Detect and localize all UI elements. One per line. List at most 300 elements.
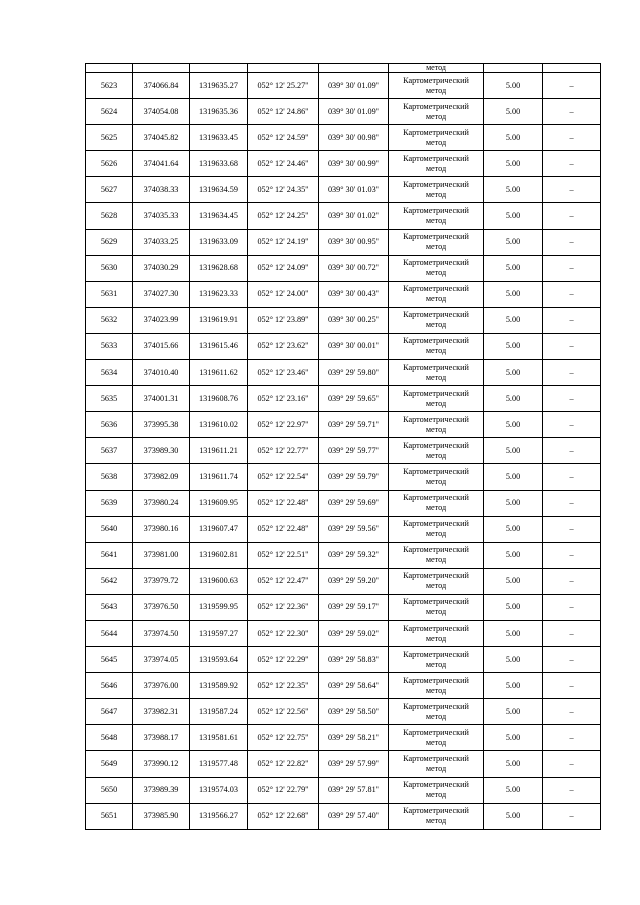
longitude-cell: 039° 30' 00.95" <box>319 229 389 255</box>
longitude-cell: 039° 29' 58.64" <box>319 673 389 699</box>
method-cell <box>389 438 484 464</box>
method-cell <box>389 803 484 829</box>
method-cell <box>389 647 484 673</box>
method-cell <box>389 73 484 99</box>
y-coordinate-cell: 1319619.91 <box>190 307 248 333</box>
latitude-cell: 052° 12' 24.46" <box>248 151 319 177</box>
method-line-2: метод <box>425 372 447 382</box>
x-coordinate-cell: 374015.66 <box>133 333 190 359</box>
accuracy-cell: 5.00 <box>484 620 543 646</box>
y-coordinate-cell: 1319597.27 <box>190 620 248 646</box>
method-line-2: метод <box>425 581 447 591</box>
x-coordinate-cell: 373974.50 <box>133 620 190 646</box>
method-line-1: Картометрический <box>403 440 469 450</box>
point-number-cell: 5644 <box>86 620 133 646</box>
method-cell <box>389 281 484 307</box>
method-cell <box>389 177 484 203</box>
description-cell: – <box>543 725 601 751</box>
longitude-cell: 039° 30' 00.99" <box>319 151 389 177</box>
accuracy-cell: 5.00 <box>484 281 543 307</box>
description-cell: – <box>543 281 601 307</box>
y-coordinate-cell: 1319602.81 <box>190 542 248 568</box>
method-line-1: Картометрический <box>403 493 469 503</box>
point-number-cell: 5637 <box>86 438 133 464</box>
point-number-cell: 5641 <box>86 542 133 568</box>
method-cell <box>389 751 484 777</box>
longitude-cell <box>319 64 389 73</box>
latitude-cell: 052° 12' 22.29" <box>248 647 319 673</box>
point-number-cell: 5646 <box>86 673 133 699</box>
method-cell <box>389 699 484 725</box>
accuracy-cell: 5.00 <box>484 255 543 281</box>
description-cell: – <box>543 516 601 542</box>
y-coordinate-cell: 1319633.45 <box>190 125 248 151</box>
description-cell: – <box>543 333 601 359</box>
method-line-1: Картометрический <box>403 179 469 189</box>
y-coordinate-cell: 1319628.68 <box>190 255 248 281</box>
accuracy-cell: 5.00 <box>484 412 543 438</box>
longitude-cell: 039° 29' 59.69" <box>319 490 389 516</box>
y-coordinate-cell: 1319581.61 <box>190 725 248 751</box>
method-cell <box>389 412 484 438</box>
accuracy-cell: 5.00 <box>484 516 543 542</box>
method-line-2: метод <box>425 398 447 408</box>
longitude-cell: 039° 29' 59.77" <box>319 438 389 464</box>
x-coordinate-cell: 373985.90 <box>133 803 190 829</box>
longitude-cell: 039° 29' 59.17" <box>319 594 389 620</box>
point-number-cell: 5639 <box>86 490 133 516</box>
method-line-2: метод <box>425 659 447 669</box>
longitude-cell: 039° 29' 59.80" <box>319 360 389 386</box>
method-line-2: метод <box>425 320 447 330</box>
method-line-2: метод <box>425 529 447 539</box>
x-coordinate-cell: 374033.25 <box>133 229 190 255</box>
description-cell: – <box>543 777 601 803</box>
longitude-cell: 039° 30' 00.25" <box>319 307 389 333</box>
method-line-1: Картометрический <box>403 284 469 294</box>
latitude-cell: 052° 12' 24.00" <box>248 281 319 307</box>
point-number-cell: 5626 <box>86 151 133 177</box>
longitude-cell: 039° 30' 01.09" <box>319 73 389 99</box>
table-row <box>86 412 601 438</box>
latitude-cell: 052° 12' 23.16" <box>248 386 319 412</box>
method-line-1: Картометрический <box>403 701 469 711</box>
point-number-cell: 5625 <box>86 125 133 151</box>
table-body <box>86 64 601 830</box>
table-row <box>86 307 601 333</box>
method-cell <box>389 203 484 229</box>
method-line-2: метод <box>425 685 447 695</box>
table-row <box>86 281 601 307</box>
table-row <box>86 438 601 464</box>
continuation-row <box>86 64 601 73</box>
description-cell: – <box>543 99 601 125</box>
x-coordinate-cell: 373979.72 <box>133 568 190 594</box>
method-line-1: Картометрический <box>403 206 469 216</box>
point-number-cell: 5631 <box>86 281 133 307</box>
longitude-cell: 039° 29' 57.40" <box>319 803 389 829</box>
point-number-cell: 5630 <box>86 255 133 281</box>
point-number-cell: 5623 <box>86 73 133 99</box>
accuracy-cell: 5.00 <box>484 594 543 620</box>
y-coordinate-cell: 1319611.74 <box>190 464 248 490</box>
x-coordinate-cell: 373982.31 <box>133 699 190 725</box>
method-line-1: Картометрический <box>403 153 469 163</box>
description-cell: – <box>543 490 601 516</box>
description-cell: – <box>543 803 601 829</box>
method-line-1: Картометрический <box>403 414 469 424</box>
method-line-1: Картометрический <box>403 127 469 137</box>
coordinates-table <box>85 63 601 830</box>
accuracy-cell: 5.00 <box>484 568 543 594</box>
x-coordinate-cell: 373980.16 <box>133 516 190 542</box>
x-coordinate-cell: 373974.05 <box>133 647 190 673</box>
accuracy-cell: 5.00 <box>484 360 543 386</box>
method-line-1: Картометрический <box>403 362 469 372</box>
longitude-cell: 039° 30' 01.02" <box>319 203 389 229</box>
method-line-1: Картометрический <box>403 780 469 790</box>
method-line-2: метод <box>425 476 447 486</box>
method-cell <box>389 99 484 125</box>
method-cell <box>389 490 484 516</box>
point-number-cell: 5638 <box>86 464 133 490</box>
longitude-cell: 039° 29' 58.83" <box>319 647 389 673</box>
method-cell <box>389 673 484 699</box>
longitude-cell: 039° 30' 00.43" <box>319 281 389 307</box>
method-line-1: Картометрический <box>403 232 469 242</box>
method-line-2: метод <box>425 111 447 121</box>
table-row <box>86 751 601 777</box>
x-coordinate-cell <box>133 64 190 73</box>
method-line-1: Картометрический <box>403 388 469 398</box>
latitude-cell <box>248 64 319 73</box>
x-coordinate-cell: 373995.38 <box>133 412 190 438</box>
method-cell <box>389 620 484 646</box>
latitude-cell: 052° 12' 24.09" <box>248 255 319 281</box>
accuracy-cell: 5.00 <box>484 203 543 229</box>
y-coordinate-cell: 1319634.59 <box>190 177 248 203</box>
x-coordinate-cell: 373981.00 <box>133 542 190 568</box>
accuracy-cell: 5.00 <box>484 777 543 803</box>
method-line-2: метод <box>425 816 447 826</box>
latitude-cell: 052° 12' 22.30" <box>248 620 319 646</box>
longitude-cell: 039° 29' 59.65" <box>319 386 389 412</box>
description-cell: – <box>543 647 601 673</box>
y-coordinate-cell: 1319635.36 <box>190 99 248 125</box>
accuracy-cell: 5.00 <box>484 725 543 751</box>
point-number-cell: 5640 <box>86 516 133 542</box>
latitude-cell: 052° 12' 23.62" <box>248 333 319 359</box>
description-cell: – <box>543 229 601 255</box>
point-number-cell: 5647 <box>86 699 133 725</box>
method-cell <box>389 777 484 803</box>
latitude-cell: 052° 12' 23.46" <box>248 360 319 386</box>
method-line-1: Картометрический <box>403 75 469 85</box>
longitude-cell: 039° 29' 57.81" <box>319 777 389 803</box>
point-number-cell: 5632 <box>86 307 133 333</box>
method-line-2: метод <box>425 633 447 643</box>
latitude-cell: 052° 12' 24.59" <box>248 125 319 151</box>
description-cell <box>543 64 601 73</box>
latitude-cell: 052° 12' 25.27" <box>248 73 319 99</box>
method-line-2: метод <box>425 85 447 95</box>
table-row <box>86 333 601 359</box>
x-coordinate-cell: 374045.82 <box>133 125 190 151</box>
x-coordinate-cell: 373989.39 <box>133 777 190 803</box>
description-cell: – <box>543 464 601 490</box>
method-line-1: Картометрический <box>403 258 469 268</box>
description-cell: – <box>543 125 601 151</box>
accuracy-cell: 5.00 <box>484 490 543 516</box>
table-row <box>86 255 601 281</box>
latitude-cell: 052° 12' 22.77" <box>248 438 319 464</box>
method-line-2: метод <box>425 607 447 617</box>
table-row <box>86 673 601 699</box>
method-line-1: Картометрический <box>403 649 469 659</box>
accuracy-cell <box>484 64 543 73</box>
y-coordinate-cell: 1319623.33 <box>190 281 248 307</box>
description-cell: – <box>543 699 601 725</box>
y-coordinate-cell <box>190 64 248 73</box>
longitude-cell: 039° 29' 57.99" <box>319 751 389 777</box>
x-coordinate-cell: 373976.50 <box>133 594 190 620</box>
method-line-1: Картометрический <box>403 675 469 685</box>
method-cell <box>389 125 484 151</box>
table-row <box>86 620 601 646</box>
method-line-2: метод <box>425 711 447 721</box>
accuracy-cell: 5.00 <box>484 673 543 699</box>
y-coordinate-cell: 1319635.27 <box>190 73 248 99</box>
latitude-cell: 052° 12' 24.86" <box>248 99 319 125</box>
description-cell: – <box>543 594 601 620</box>
point-number-cell: 5645 <box>86 647 133 673</box>
description-cell: – <box>543 151 601 177</box>
y-coordinate-cell: 1319589.92 <box>190 673 248 699</box>
table-row <box>86 125 601 151</box>
latitude-cell: 052° 12' 22.75" <box>248 725 319 751</box>
point-number-cell: 5634 <box>86 360 133 386</box>
x-coordinate-cell: 374035.33 <box>133 203 190 229</box>
method-line-1: Картометрический <box>403 545 469 555</box>
longitude-cell: 039° 29' 59.79" <box>319 464 389 490</box>
latitude-cell: 052° 12' 22.48" <box>248 516 319 542</box>
method-cell <box>389 151 484 177</box>
description-cell: – <box>543 386 601 412</box>
point-number-cell: 5648 <box>86 725 133 751</box>
table-row <box>86 803 601 829</box>
point-number-cell: 5624 <box>86 99 133 125</box>
table-row <box>86 725 601 751</box>
accuracy-cell: 5.00 <box>484 386 543 412</box>
accuracy-cell: 5.00 <box>484 464 543 490</box>
latitude-cell: 052° 12' 22.56" <box>248 699 319 725</box>
description-cell: – <box>543 412 601 438</box>
point-number-cell: 5629 <box>86 229 133 255</box>
y-coordinate-cell: 1319593.64 <box>190 647 248 673</box>
longitude-cell: 039° 29' 59.20" <box>319 568 389 594</box>
method-cell <box>389 307 484 333</box>
longitude-cell: 039° 29' 59.02" <box>319 620 389 646</box>
method-cell <box>389 386 484 412</box>
point-number-cell: 5636 <box>86 412 133 438</box>
accuracy-cell: 5.00 <box>484 647 543 673</box>
latitude-cell: 052° 12' 22.35" <box>248 673 319 699</box>
method-cell <box>389 516 484 542</box>
accuracy-cell: 5.00 <box>484 803 543 829</box>
method-cell <box>389 725 484 751</box>
description-cell: – <box>543 438 601 464</box>
method-line-1: Картометрический <box>403 466 469 476</box>
table-row <box>86 542 601 568</box>
method-line-2: метод <box>425 450 447 460</box>
description-cell: – <box>543 255 601 281</box>
method-cell <box>389 542 484 568</box>
accuracy-cell: 5.00 <box>484 751 543 777</box>
y-coordinate-cell: 1319587.24 <box>190 699 248 725</box>
method-line-2: метод <box>425 503 447 513</box>
method-line-2: метод <box>425 424 447 434</box>
description-cell: – <box>543 751 601 777</box>
method-line-2: метод <box>425 346 447 356</box>
longitude-cell: 039° 30' 00.98" <box>319 125 389 151</box>
accuracy-cell: 5.00 <box>484 99 543 125</box>
y-coordinate-cell: 1319600.63 <box>190 568 248 594</box>
accuracy-cell: 5.00 <box>484 125 543 151</box>
latitude-cell: 052° 12' 23.89" <box>248 307 319 333</box>
x-coordinate-cell: 374054.08 <box>133 99 190 125</box>
latitude-cell: 052° 12' 24.25" <box>248 203 319 229</box>
accuracy-cell: 5.00 <box>484 229 543 255</box>
latitude-cell: 052° 12' 22.48" <box>248 490 319 516</box>
latitude-cell: 052° 12' 22.97" <box>248 412 319 438</box>
method-line-1: Картометрический <box>403 597 469 607</box>
latitude-cell: 052° 12' 22.51" <box>248 542 319 568</box>
accuracy-cell: 5.00 <box>484 151 543 177</box>
x-coordinate-cell: 373980.24 <box>133 490 190 516</box>
latitude-cell: 052° 12' 22.47" <box>248 568 319 594</box>
latitude-cell: 052° 12' 24.35" <box>248 177 319 203</box>
y-coordinate-cell: 1319574.03 <box>190 777 248 803</box>
accuracy-cell: 5.00 <box>484 333 543 359</box>
x-coordinate-cell: 374010.40 <box>133 360 190 386</box>
method-line-2: метод <box>425 189 447 199</box>
table-row <box>86 360 601 386</box>
method-line-2: метод <box>425 268 447 278</box>
method-cell <box>389 594 484 620</box>
y-coordinate-cell: 1319633.68 <box>190 151 248 177</box>
x-coordinate-cell: 373982.09 <box>133 464 190 490</box>
description-cell: – <box>543 568 601 594</box>
y-coordinate-cell: 1319610.02 <box>190 412 248 438</box>
x-coordinate-cell: 373990.12 <box>133 751 190 777</box>
method-line-2: метод <box>425 216 447 226</box>
accuracy-cell: 5.00 <box>484 307 543 333</box>
point-number-cell: 5633 <box>86 333 133 359</box>
accuracy-cell: 5.00 <box>484 699 543 725</box>
table-row <box>86 647 601 673</box>
table-row <box>86 99 601 125</box>
method-cell: метод <box>389 64 484 73</box>
y-coordinate-cell: 1319615.46 <box>190 333 248 359</box>
table-row <box>86 229 601 255</box>
table-row <box>86 568 601 594</box>
point-number-cell: 5628 <box>86 203 133 229</box>
method-cell <box>389 229 484 255</box>
latitude-cell: 052° 12' 22.68" <box>248 803 319 829</box>
y-coordinate-cell: 1319633.09 <box>190 229 248 255</box>
x-coordinate-cell: 374027.30 <box>133 281 190 307</box>
point-number-cell: 5649 <box>86 751 133 777</box>
latitude-cell: 052° 12' 22.79" <box>248 777 319 803</box>
latitude-cell: 052° 12' 22.36" <box>248 594 319 620</box>
method-cell <box>389 333 484 359</box>
y-coordinate-cell: 1319599.95 <box>190 594 248 620</box>
method-line-2: метод <box>425 737 447 747</box>
y-coordinate-cell: 1319611.21 <box>190 438 248 464</box>
table-row <box>86 177 601 203</box>
y-coordinate-cell: 1319608.76 <box>190 386 248 412</box>
x-coordinate-cell: 373989.30 <box>133 438 190 464</box>
description-cell: – <box>543 542 601 568</box>
table-row <box>86 386 601 412</box>
x-coordinate-cell: 374041.64 <box>133 151 190 177</box>
description-cell: – <box>543 177 601 203</box>
method-line-2: метод <box>425 163 447 173</box>
longitude-cell: 039° 29' 59.32" <box>319 542 389 568</box>
description-cell: – <box>543 673 601 699</box>
table-row <box>86 594 601 620</box>
table-row <box>86 73 601 99</box>
description-cell: – <box>543 620 601 646</box>
longitude-cell: 039° 30' 01.09" <box>319 99 389 125</box>
x-coordinate-cell: 374001.31 <box>133 386 190 412</box>
x-coordinate-cell: 373988.17 <box>133 725 190 751</box>
latitude-cell: 052° 12' 22.54" <box>248 464 319 490</box>
y-coordinate-cell: 1319577.48 <box>190 751 248 777</box>
method-line-1: Картометрический <box>403 571 469 581</box>
table-row <box>86 699 601 725</box>
y-coordinate-cell: 1319607.47 <box>190 516 248 542</box>
method-line-1: Картометрический <box>403 336 469 346</box>
accuracy-cell: 5.00 <box>484 73 543 99</box>
x-coordinate-cell: 374023.99 <box>133 307 190 333</box>
point-number-cell <box>86 64 133 73</box>
table-row <box>86 516 601 542</box>
y-coordinate-cell: 1319566.27 <box>190 803 248 829</box>
method-line-2: метод <box>425 137 447 147</box>
method-line-1: Картометрический <box>403 623 469 633</box>
method-line-1: Картометрический <box>403 519 469 529</box>
description-cell: – <box>543 360 601 386</box>
method-line-1: Картометрический <box>403 753 469 763</box>
x-coordinate-cell: 374066.84 <box>133 73 190 99</box>
method-line-2: метод <box>425 790 447 800</box>
point-number-cell: 5651 <box>86 803 133 829</box>
method-cell <box>389 360 484 386</box>
y-coordinate-cell: 1319634.45 <box>190 203 248 229</box>
longitude-cell: 039° 30' 01.03" <box>319 177 389 203</box>
method-line-2: метод <box>425 242 447 252</box>
method-cell <box>389 255 484 281</box>
longitude-cell: 039° 29' 58.50" <box>319 699 389 725</box>
longitude-cell: 039° 29' 59.56" <box>319 516 389 542</box>
point-number-cell: 5650 <box>86 777 133 803</box>
latitude-cell: 052° 12' 22.82" <box>248 751 319 777</box>
longitude-cell: 039° 30' 00.72" <box>319 255 389 281</box>
table-row <box>86 151 601 177</box>
method-line-2: метод <box>425 763 447 773</box>
longitude-cell: 039° 30' 00.01" <box>319 333 389 359</box>
